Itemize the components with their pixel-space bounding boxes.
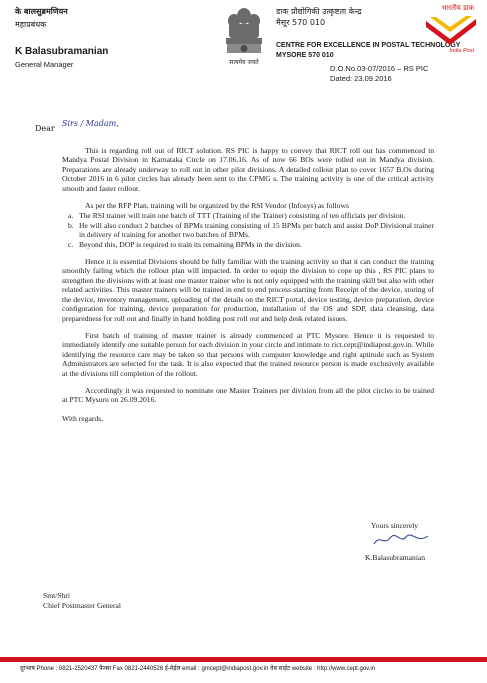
sender-designation-hindi: महाप्रबंधक — [15, 20, 47, 29]
letter-body — [62, 146, 434, 423]
reference-number: D.O.No.03-07/2016 – RS PIC — [330, 64, 429, 73]
org-name: CENTRE FOR EXCELLENCE IN POSTAL TECHNOLOGY — [276, 42, 461, 49]
sender-designation: General Manager — [15, 60, 74, 69]
paragraph-first-batch: First batch of training of master trainer is already commenced at PTC Mysore. Hence it is requested to immediately identify one suitable person for each division in your circle and intimate to rict.cept@indiapost.gov.in. While identifying the resource care may be taken so that persons with computer knowledge and right aptitude such as System Administrators are selected for the task. It is also expected that the trained resource person is made exclusively available at the divisions till completion of the rollout. — [62, 330, 434, 378]
paragraph-nomination: Accordingly it was requested to nominate one Master Trainers per division from all the pilot circles to be trained at PTC Mysuru on 26.09.2016. — [62, 385, 434, 405]
letter-date: Dated: 23.09.2016 — [330, 74, 392, 83]
paragraph-rollout: This is regarding roll out of RICT solution. RS PIC is happy to convey that RICT roll out has commenced in Mandya Postal Division in Karnataka Circle on 17.06.16. As of now 66 BOs were rolled out in Mandya division. Preparations are already underway to roll out in other pilot divisions. A detailed rollout plan to cover 1657 B.Os during October 2016 in 6 pilot circles has already been sent to the CPMG s. The training activity is one of the critical activity smooth and faster rollout. — [62, 146, 434, 193]
city-hindi: मैसूर 570 010 — [276, 18, 326, 27]
logo-hindi-text: भारतीय डाक — [441, 4, 474, 12]
sender-name-hindi: के बालसुब्रमणियन — [15, 7, 68, 16]
signature-scribble-icon — [372, 532, 430, 548]
list-item: a. The RSI trainer will train one batch of TTT (Training of the Trainer) consisting of ten officials per division. — [68, 211, 406, 221]
sender-name: K Balasubramanian — [15, 46, 109, 57]
lion-capital-icon — [218, 4, 270, 58]
closing-regards: With regards, — [62, 413, 104, 423]
logo-english-text: India Post — [449, 48, 474, 54]
envelope-logo-icon — [424, 15, 478, 49]
org-name-hindi: डाक प्रौद्योगिकी उत्कृष्टता केन्द्र — [276, 7, 362, 16]
list-item: c. Beyond this, DOP is required to train its remaining BPMs in the division. — [68, 239, 302, 249]
national-emblem — [218, 4, 270, 66]
paragraph-training-plan: As per the RFP Plan, training will be organized by the RSI Vendor (Infosys) as follows — [85, 201, 349, 211]
signatory-name: K.Balasubramanian — [365, 553, 426, 562]
addressee-title: Smt/Shri — [43, 591, 71, 600]
salutation: Dear — [35, 124, 55, 133]
closing-phrase: Yours sincerely — [371, 521, 419, 530]
list-item: b. He will also conduct 2 batches of BPMs training consisting of 15 BPMs per batch and assist DoP Divisional trainer in delivery of training for another two batches of BPMs. — [68, 220, 434, 240]
city-name: MYSORE 570 010 — [276, 52, 334, 59]
handwritten-salutation: Sirs / Madam, — [62, 119, 119, 128]
footer-band — [0, 657, 487, 662]
paragraph-master-trainer: Hence it is essential Divisions should be fully familiar with the training activity so that it can conduct the training smoothly failing which the rollout plan will impacted. In order to equip the division to cope up this , RS PIC plans to strengthen the divisions with at least one master trainer who is not only equipped with the training skill but also with other related activities. This master trainers will be trained in end to end process starting from Receipt of the device, storing of the device, inventory management, uploading of the details on the RICT portal, device testing, device preparation, device configuration for training, device preparation for production, installation of the OS and SDP, data cleansing, data preparedness for roll out and finally in hand holding post roll out and help desk related issues. — [62, 257, 434, 323]
emblem-motto: सत्यमेव जयते — [229, 59, 259, 66]
training-list — [68, 211, 434, 249]
addressee-designation: Chief Postmaster General — [43, 601, 122, 610]
footer-contact: दूरभाष Phone : 0821-2520437 फैक्स Fax 0821-2440526 ई-मेईल email : gmcept@indiapost.gov.in वेब साईट website : http://www.cept.gov.in — [20, 666, 376, 672]
india-post-logo — [418, 3, 480, 63]
